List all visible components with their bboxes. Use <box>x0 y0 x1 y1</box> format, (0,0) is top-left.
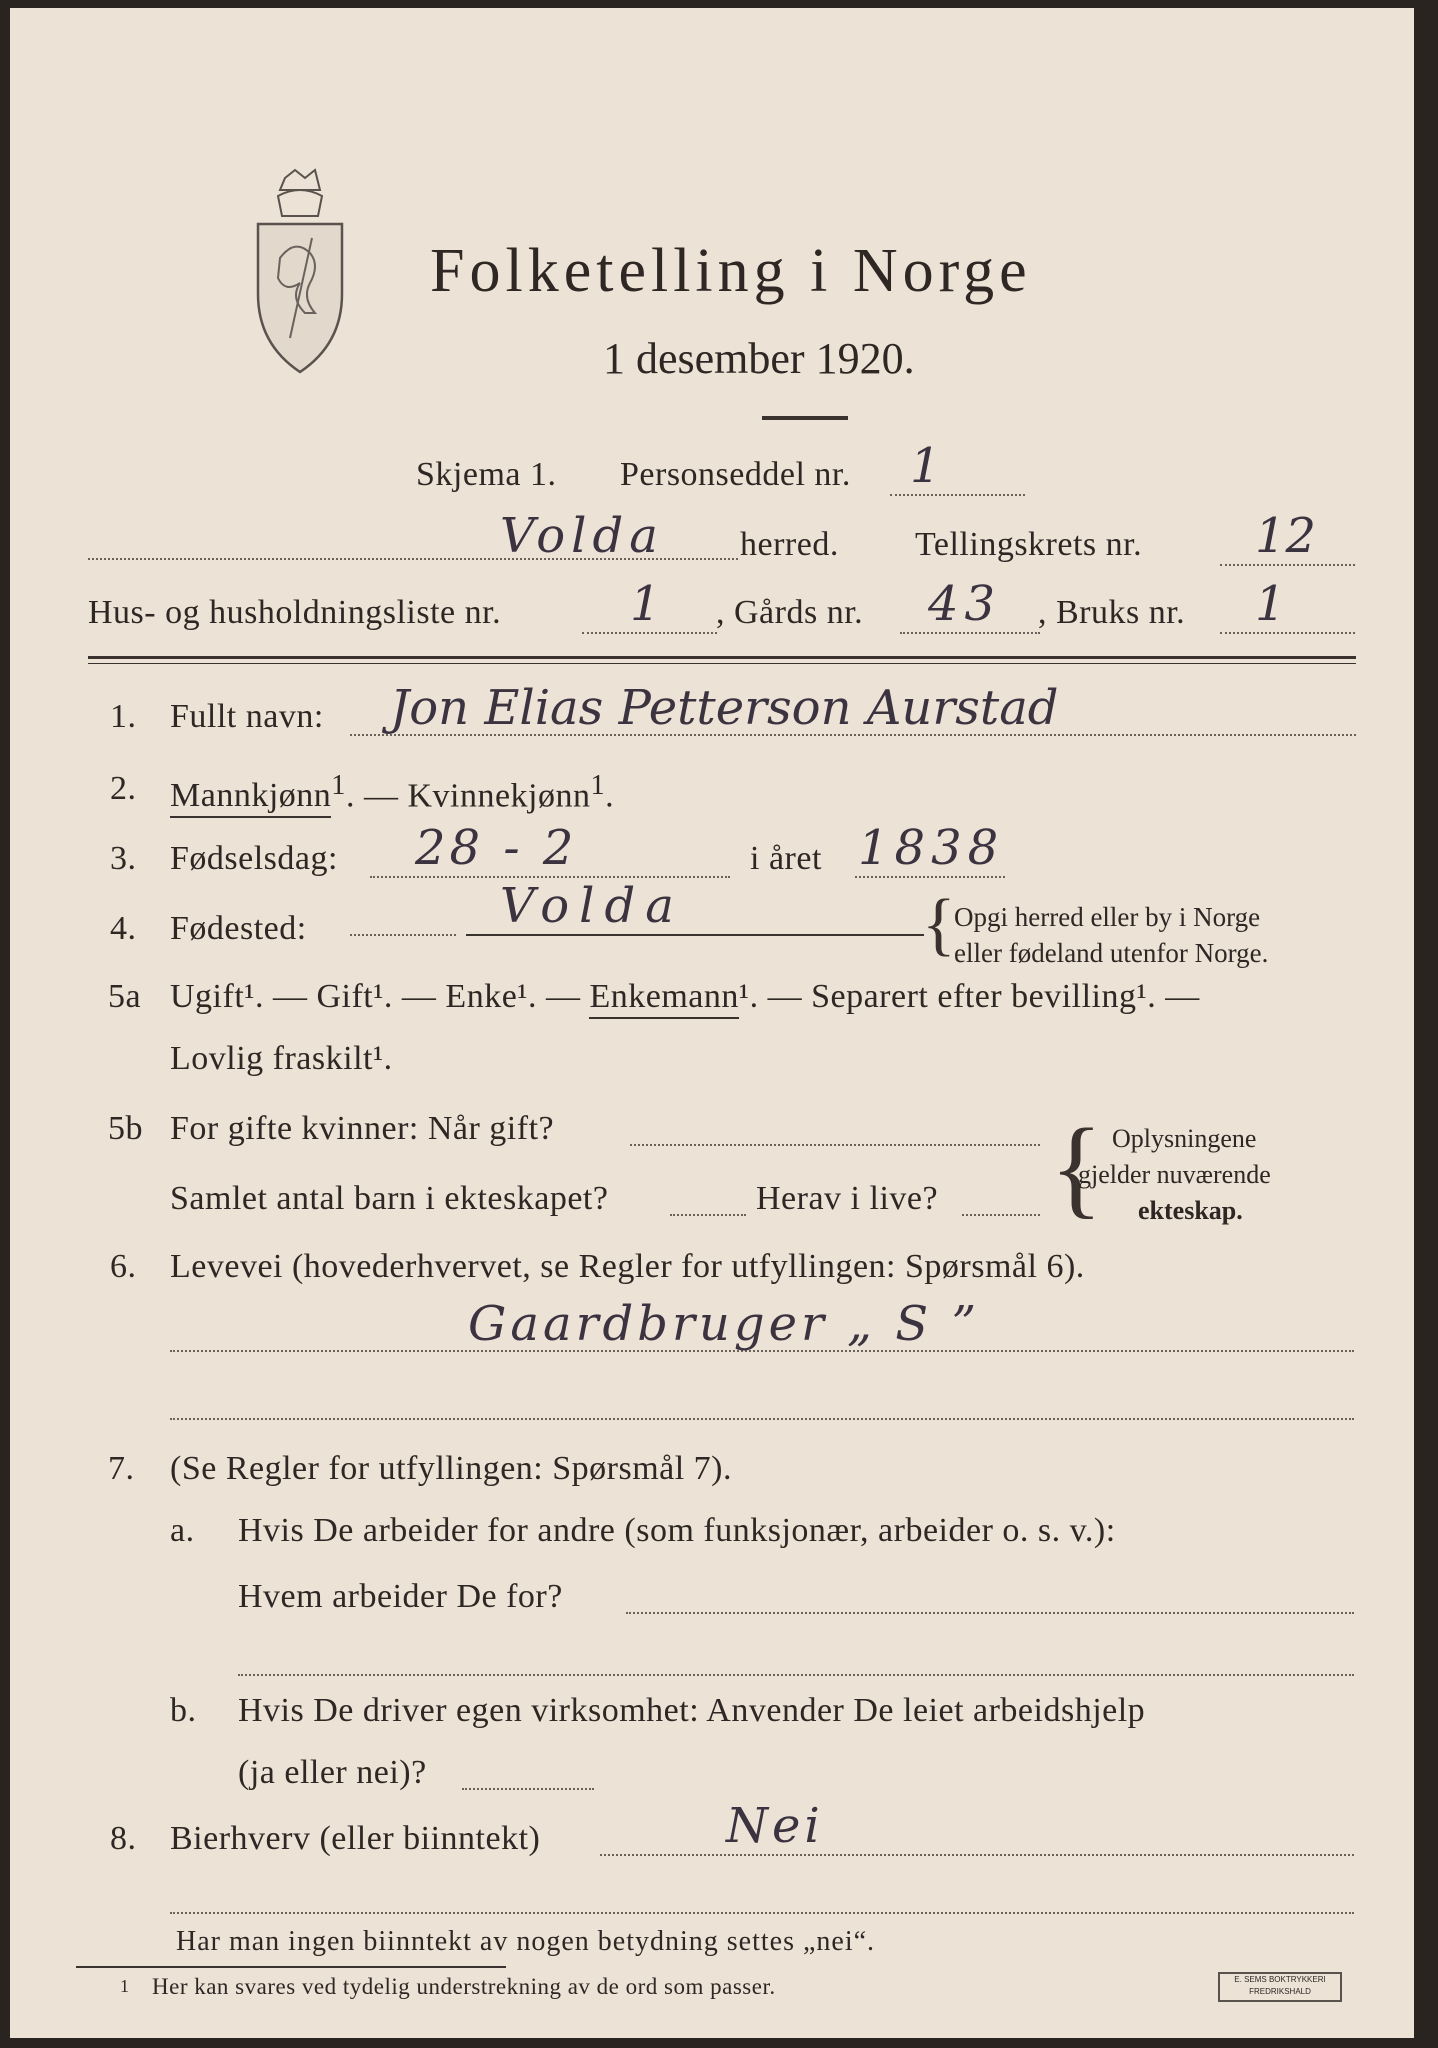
q2-number: 2. <box>110 770 137 807</box>
footnote-number: 1 <box>120 1976 129 1996</box>
q3-year-line <box>855 876 1005 878</box>
q4-underline <box>466 934 924 936</box>
form-title: Folketelling i Norge <box>430 237 1032 305</box>
q7a-letter: a. <box>170 1512 195 1549</box>
tellingskrets-value: 12 <box>1255 508 1317 564</box>
q7b-letter: b. <box>170 1692 197 1729</box>
bruks-line <box>1220 632 1355 634</box>
personseddel-line <box>890 494 1025 496</box>
q5b-children-label: Samlet antal barn i ekteskapet? <box>170 1180 609 1217</box>
q7-label: (Se Regler for utfyllingen: Spørsmål 7). <box>170 1450 733 1487</box>
q7a-line2: Hvem arbeider De for? <box>238 1578 563 1615</box>
q4-note-brace: { <box>922 886 956 963</box>
q1-number: 1. <box>110 698 137 735</box>
census-date: 1 desember 1920. <box>603 334 915 383</box>
q3-year-value: 1838 <box>858 820 1005 876</box>
q2-separator: . — <box>345 777 408 815</box>
q5b-number: 5b <box>108 1110 143 1147</box>
title-divider <box>762 416 848 420</box>
q8-line2 <box>170 1912 1354 1914</box>
footnote-text: Her kan svares ved tydelig understrekning av de ord som passer. <box>152 1974 776 1999</box>
q7-number: 7. <box>108 1450 135 1487</box>
q6-label: Levevei (hovederhvervet, se Regler for utfyllingen: Spørsmål 6). <box>170 1248 1085 1285</box>
herred-value: Volda <box>500 508 664 564</box>
gards-value: 43 <box>928 576 1002 632</box>
q7a-answer-line1 <box>626 1612 1354 1614</box>
q1-label: Fullt navn: <box>170 698 324 735</box>
q7b-line2: (ja eller nei)? <box>238 1754 427 1791</box>
q4-line <box>350 934 456 936</box>
q4-value: Volda <box>500 878 684 934</box>
q6-value: Gaardbruger „ S ” <box>468 1296 980 1352</box>
q2-end: . <box>605 777 615 815</box>
q5b-note-line2: gjelder nuværende <box>1078 1160 1271 1189</box>
skjema-label: Skjema 1. <box>416 456 557 493</box>
q5b-children-line <box>670 1214 746 1216</box>
q8-line1 <box>600 1854 1354 1856</box>
q7a-line1: Hvis De arbeider for andre (som funksjonær, arbeider o. s. v.): <box>238 1512 1116 1549</box>
printer-stamp-text: E. SEMS BOKTRYKKERI FREDRIKSHALD <box>1234 1975 1326 1996</box>
q4-note-line1: Opgi herred eller by i Norge <box>954 902 1261 932</box>
q3-year-label: i året <box>750 840 822 877</box>
q5a-options-start: Ugift¹. — Gift¹. — Enke¹. — <box>170 978 590 1015</box>
q2-options: Mannkjønn$^1$. — Kvinnekjønn$^1$. <box>170 770 614 815</box>
printer-stamp <box>1218 1972 1342 2002</box>
q1-value: Jon Elias Petterson Aurstad <box>390 680 1059 736</box>
q3-value: 28 - 2 <box>415 820 578 876</box>
census-form-page <box>10 8 1414 2038</box>
q5b-note-brace: { <box>1050 1106 1103 1228</box>
q5a-options-end: ¹. — Separert efter bevilling¹. — <box>738 978 1200 1015</box>
q4-note-line2: eller fødeland utenfor Norge. <box>954 938 1269 968</box>
q4-number: 4. <box>110 910 137 947</box>
gards-line <box>900 632 1040 634</box>
q6-line2 <box>170 1418 1354 1420</box>
hus-line <box>582 632 717 634</box>
q3-label: Fødselsdag: <box>170 840 338 877</box>
q8-value: Nei <box>726 1798 824 1854</box>
bruks-value: 1 <box>1255 576 1286 632</box>
q8-number: 8. <box>110 1820 137 1857</box>
q6-number: 6. <box>110 1248 137 1285</box>
q7b-answer-line <box>462 1788 594 1790</box>
hus-value: 1 <box>630 576 661 632</box>
q8-label: Bierhverv (eller biinntekt) <box>170 1820 541 1857</box>
q5a-line1 <box>170 978 1200 1016</box>
footnote-rule <box>76 1966 506 1968</box>
q5b-line1: For gifte kvinner: Når gift? <box>170 1110 555 1147</box>
q4-label: Fødested: <box>170 910 307 947</box>
q5b-alive-label: Herav i live? <box>756 1180 939 1217</box>
header-rule-thin <box>88 663 1356 664</box>
q2-female-option: Kvinnekjønn <box>407 777 591 815</box>
coat-of-arms-icon <box>250 168 350 378</box>
q5b-note-line3: ekteskap. <box>1138 1196 1243 1225</box>
personseddel-label: Personseddel nr. <box>620 456 851 493</box>
q5b-note-line1: Oplysningene <box>1112 1124 1257 1153</box>
q5a-widower-option: Enkemann <box>589 978 738 1019</box>
q5b-married-line <box>630 1144 1040 1146</box>
tellingskrets-line <box>1220 564 1355 566</box>
q5b-alive-line <box>962 1214 1040 1216</box>
gards-label: , Gårds nr. <box>716 594 864 631</box>
q8-note: Har man ingen biinntekt av nogen betydning settes „nei“. <box>176 1926 876 1957</box>
q5a-line2: Lovlig fraskilt¹. <box>170 1040 393 1077</box>
q3-number: 3. <box>110 840 137 877</box>
header-rule-thick <box>88 656 1356 659</box>
bruks-label: , Bruks nr. <box>1038 594 1186 631</box>
q5a-number: 5a <box>108 978 142 1015</box>
tellingskrets-label: Tellingskrets nr. <box>915 526 1143 563</box>
q7a-answer-line2 <box>238 1674 1354 1676</box>
q7b-line1: Hvis De driver egen virksomhet: Anvender De leiet arbeidshjelp <box>238 1692 1146 1729</box>
personseddel-value: 1 <box>910 438 941 494</box>
q2-male-option: Mannkjønn <box>170 777 331 818</box>
herred-label: herred. <box>740 526 839 563</box>
hus-label: Hus- og husholdningsliste nr. <box>88 594 502 631</box>
